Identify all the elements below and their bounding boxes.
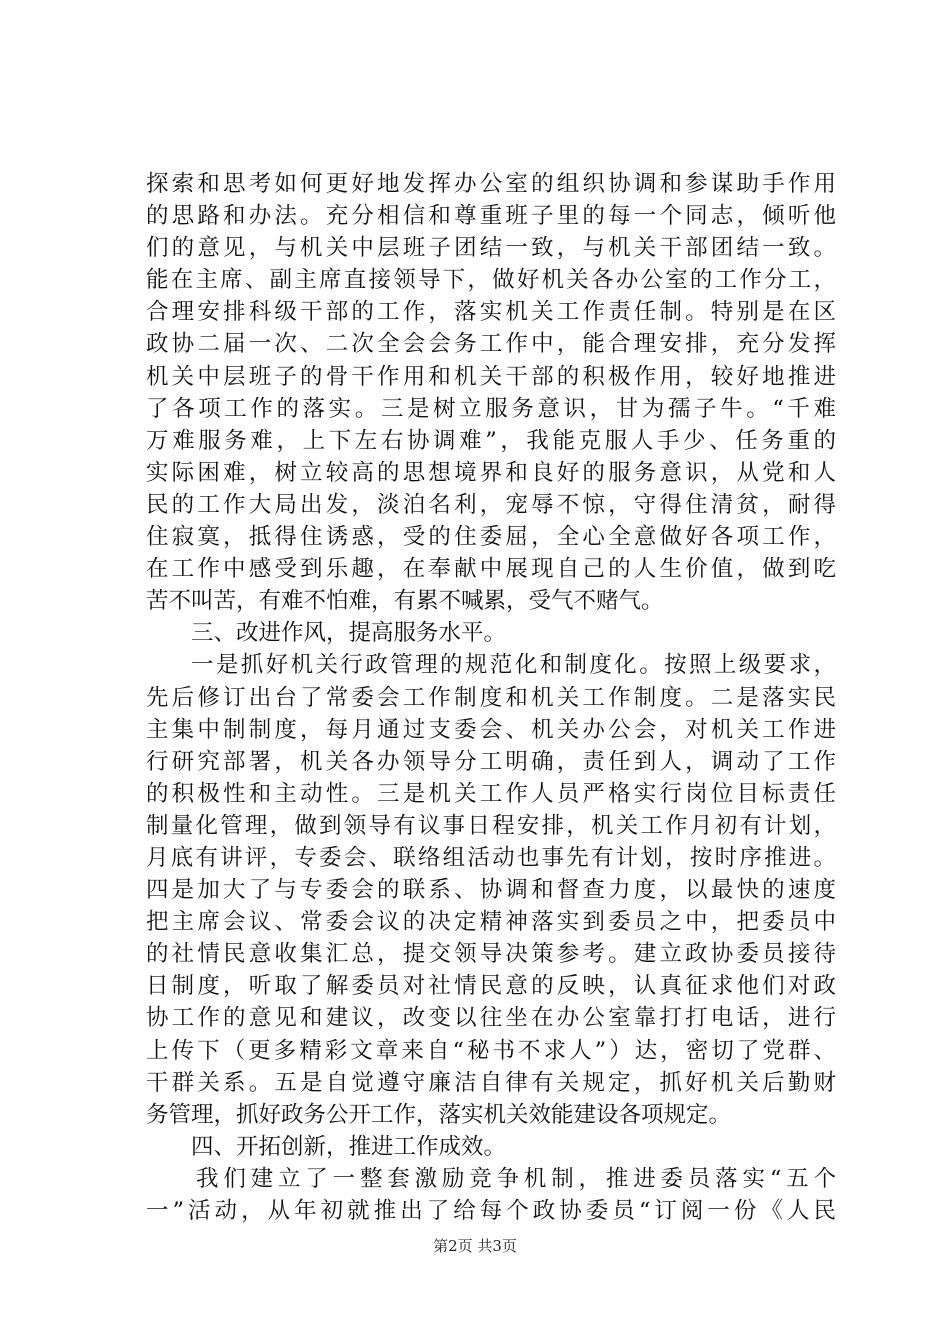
- text-line: 日制度，听取了解委员对社情民意的反映，认真征求他们对政: [146, 973, 836, 1000]
- text-line: 一”活动，从年初就推出了给每个政协委员“订阅一份《人民: [146, 1198, 836, 1224]
- text-line: 务管理，抓好政务公开工作，落实机关效能建设各项规定。: [146, 1101, 732, 1128]
- text-line: 们的意见，与机关中层班子团结一致，与机关干部团结一致。: [146, 235, 836, 262]
- text-line: 机关中层班子的骨干作用和机关干部的积极作用，较好地推进: [146, 363, 836, 390]
- text-line: 民的工作大局出发，淡泊名利，宠辱不惊，守得住清贫，耐得: [146, 491, 836, 518]
- text-line: 能在主席、副主席直接领导下，做好机关各办公室的工作分工，: [146, 267, 836, 294]
- section-heading: 三、改进作风，提高服务水平。: [191, 620, 507, 647]
- text-line: 我们建立了一整套激励竞争机制，推进委员落实“五个: [196, 1165, 836, 1192]
- text-line: 万难服务难，上下左右协调难”，我能克服人手少、任务重的: [146, 427, 836, 454]
- text-line: 在工作中感受到乐趣，在奉献中展现自己的人生价值，做到吃: [146, 556, 836, 583]
- text-line: 的积极性和主动性。三是机关工作人员严格实行岗位目标责任: [146, 780, 836, 807]
- text-line: 四是加大了与专委会的联系、协调和督查力度，以最快的速度: [146, 877, 836, 904]
- text-line: 苦不叫苦，有难不怕难，有累不喊累，受气不赌气。: [146, 588, 664, 615]
- text-line: 上传下（更多精彩文章来自“秘书不求人”）达，密切了党群、: [146, 1037, 836, 1064]
- section-heading: 四、开拓创新，推进工作成效。: [191, 1133, 507, 1160]
- text-line: 行研究部署，机关各办领导分工明确，责任到人，调动了工作: [146, 748, 836, 775]
- text-line: 实际困难，树立较高的思想境界和良好的服务意识，从党和人: [146, 459, 836, 486]
- text-line: 干群关系。五是自觉遵守廉洁自律有关规定，抓好机关后勤财: [146, 1069, 836, 1096]
- text-line: 月底有讲评，专委会、联络组活动也事先有计划，按时序推进。: [146, 844, 836, 871]
- text-line: 的思路和办法。充分相信和尊重班子里的每一个同志，倾听他: [146, 203, 836, 230]
- document-body: [146, 168, 836, 1227]
- text-line: 一是抓好机关行政管理的规范化和制度化。按照上级要求，: [191, 652, 836, 679]
- text-line: 政协二届一次、二次全会会务工作中，能合理安排，充分发挥: [146, 331, 836, 358]
- text-line: 合理安排科级干部的工作，落实机关工作责任制。特别是在区: [146, 299, 836, 326]
- text-line: 主集中制制度，每月通过支委会、机关办公会，对机关工作进: [146, 716, 836, 743]
- text-line: 先后修订出台了常委会工作制度和机关工作制度。二是落实民: [146, 684, 836, 711]
- text-line: 探索和思考如何更好地发挥办公室的组织协调和参谋助手作用: [146, 171, 836, 197]
- text-line: 把主席会议、常委会议的决定精神落实到委员之中，把委员中: [146, 909, 836, 936]
- text-line: 协工作的意见和建议，改变以往坐在办公室靠打打电话，进行: [146, 1005, 836, 1032]
- text-line: 制量化管理，做到领导有议事日程安排，机关工作月初有计划，: [146, 812, 836, 839]
- text-line: 了各项工作的落实。三是树立服务意识，甘为孺子牛。“千难: [146, 395, 836, 422]
- text-line: 住寂寞，抵得住诱惑，受的住委屈，全心全意做好各项工作，: [146, 524, 836, 551]
- page-footer: 第2页 共3页: [433, 1237, 517, 1255]
- text-line: 的社情民意收集汇总，提交领导决策参考。建立政协委员接待: [146, 941, 836, 968]
